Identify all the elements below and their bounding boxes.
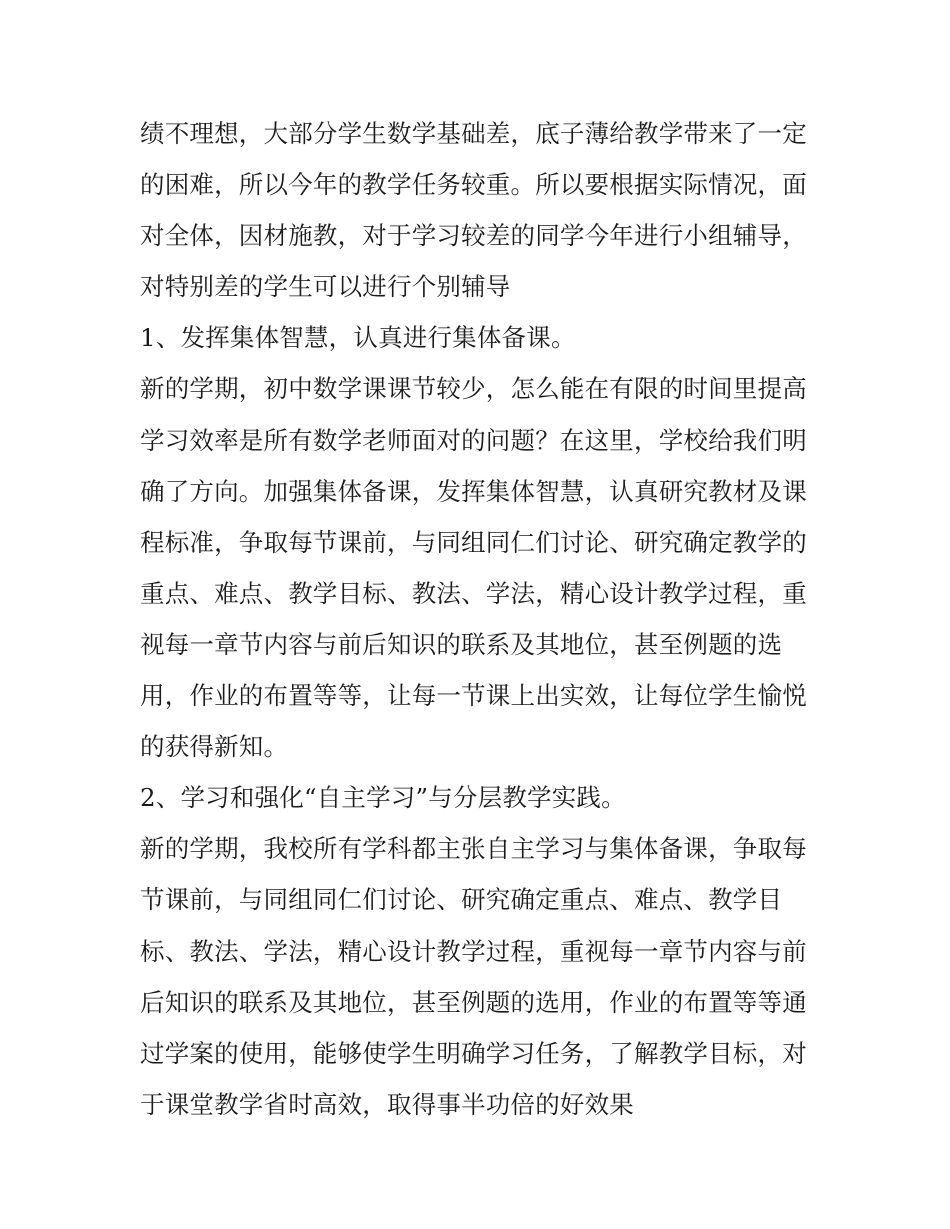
text-line: 于课堂教学省时高效，取得事半功倍的好效果 [140,1089,634,1119]
text-line: 过学案的使用，能够使学生明确学习任务，了解教学目标，对 [140,1038,807,1068]
text-line: 绩不理想，大部分学生数学基础差，底子薄给教学带来了一定 [140,119,807,148]
text-line: 重点、难点、教学目标、教法、学法，精心设计教学过程，重 [140,578,807,608]
text-line: 程标准，争取每节课前，与同组同仁们讨论、研究确定教学的 [140,527,807,557]
text-line: 用，作业的布置等等，让每一节课上出实效，让每位学生愉悦 [140,681,807,711]
text-line: 的获得新知。 [140,732,289,762]
section-heading-2: 2、学习和强化“自主学习”与分层教学实践。 [140,783,626,813]
text-line: 节课前，与同组同仁们讨论、研究确定重点、难点、教学目 [140,885,783,915]
text-line: 确了方向。加强集体备课，发挥集体智慧，认真研究教材及课 [140,476,807,506]
text-line: 新的学期，初中数学课课节较少，怎么能在有限的时间里提高 [140,374,807,404]
section-heading-1: 1、发挥集体智慧，认真进行集体备课。 [140,323,576,353]
text-line: 对特别差的学生可以进行个别辅导 [140,272,511,302]
text-line: 的困难，所以今年的教学任务较重。所以要根据实际情况，面 [140,170,807,200]
text-line: 后知识的联系及其地位，甚至例题的选用，作业的布置等等通 [140,987,807,1017]
text-line: 视每一章节内容与前后知识的联系及其地位，甚至例题的选 [140,629,783,659]
text-line: 学习效率是所有数学老师面对的问题？在这里，学校给我们明 [140,425,807,455]
text-line: 标、教法、学法，精心设计教学过程，重视每一章节内容与前 [140,936,807,966]
text-line: 对全体，因材施教，对于学习较差的同学今年进行小组辅导， [140,221,807,251]
text-line: 新的学期，我校所有学科都主张自主学习与集体备课，争取每 [140,834,807,864]
document-body [140,108,820,1130]
